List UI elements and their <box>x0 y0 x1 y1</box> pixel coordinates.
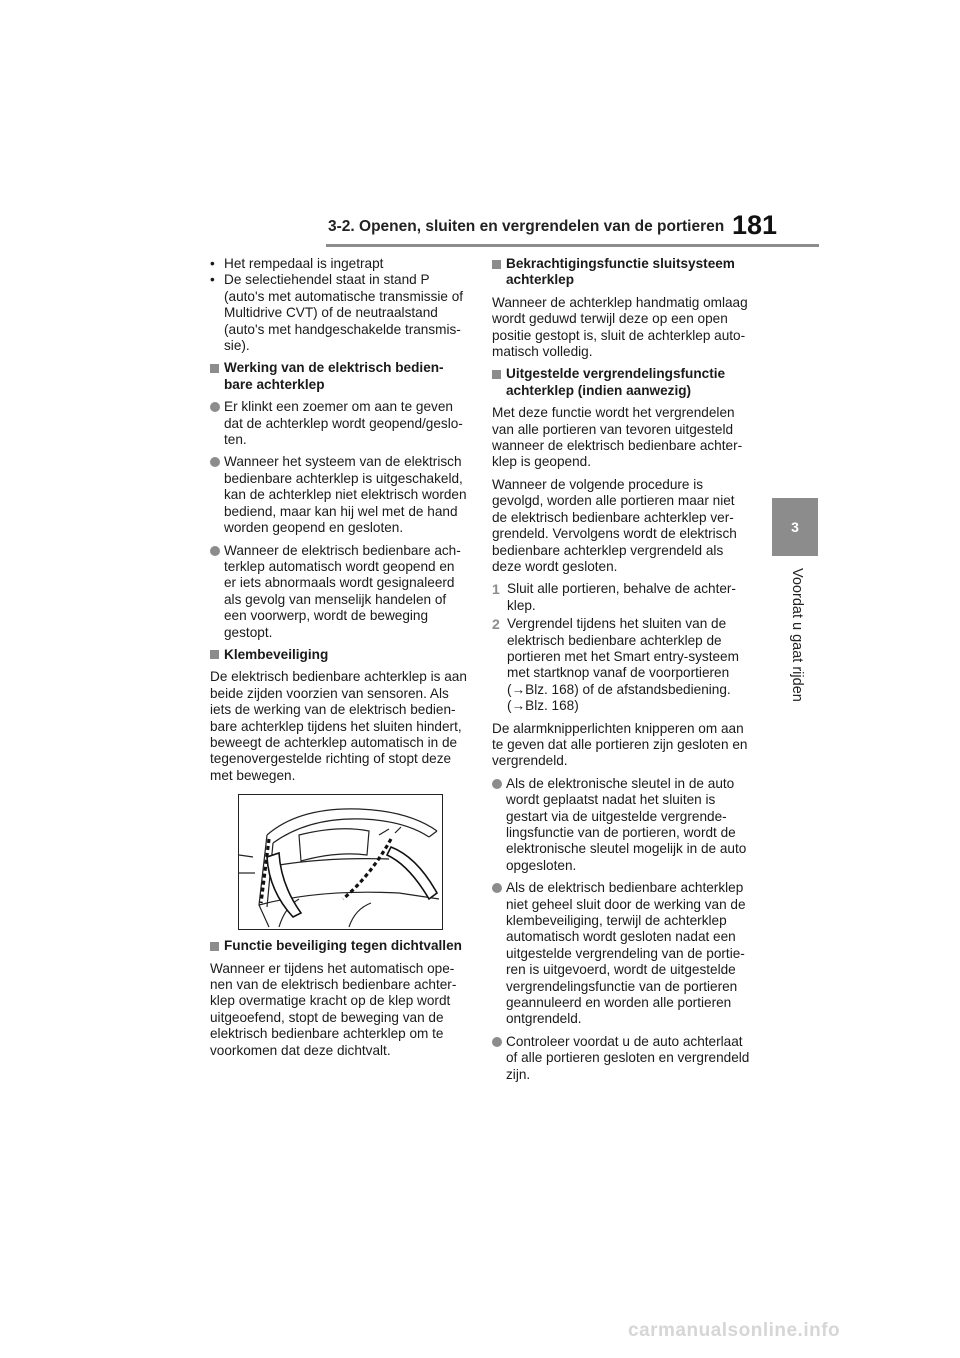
bullet-list <box>210 256 468 354</box>
tailgate-sensor-icon <box>239 795 442 929</box>
square-bullet-icon <box>492 370 501 379</box>
section-title: 3-2. Openen, sluiten en vergrendelen van de portieren <box>328 218 725 235</box>
heading-text: Bekrachtigingsfunctie sluitsysteem achterklep <box>506 256 735 288</box>
circle-bullet-icon <box>492 883 502 893</box>
header-divider <box>326 244 819 247</box>
heading-text: Uitgestelde vergrendelingsfunctie achterklep (indien aanwezig) <box>506 366 726 398</box>
bullet-dot-icon: • <box>210 256 215 271</box>
list-item-text: Er klinkt een zoemer om aan te geven dat de achterklep wordt geopend/geslo-ten. <box>224 399 463 448</box>
circle-bullet-icon <box>492 1037 502 1047</box>
paragraph: Wanneer er tijdens het automatisch ope-nen van de elektrisch bedienbare achter-klep overmatige kracht op de klep wordt uitgeoefend, stopt de beweging van de elektrisch bedienbare achterklep om te voorkomen dat deze dichtvalt. <box>210 960 457 1058</box>
section-heading <box>210 938 468 954</box>
list-item <box>210 399 468 448</box>
step-text: Vergrendel tijdens het sluiten van de elektrisch bedienbare achterklep de portieren met het Smart entry-systeem met startknop vanaf de voorportieren (→Blz. 168) of de afstandsbediening. (→Blz. 168) <box>507 616 739 714</box>
circle-bullet-icon <box>492 779 502 789</box>
step-item <box>492 581 752 614</box>
paragraph: Wanneer de achterklep handmatig omlaag wordt geduwd terwijl deze op een open positie gestopt is, sluit de achterklep auto-matisch volledig. <box>492 294 748 360</box>
step-number: 1 <box>492 581 500 598</box>
section-heading <box>210 360 468 393</box>
list-item-text: De selectiehendel staat in stand P (auto's met automatische transmissie of Multidrive CVT) of de neutraalstand (auto's met handgeschakelde transmis-sie). <box>224 272 464 354</box>
step-text: Sluit alle portieren, behalve de achter-klep. <box>507 581 736 613</box>
list-item <box>492 776 752 874</box>
watermark: carmanualsonline.info <box>628 1320 841 1341</box>
tailgate-illustration <box>238 794 443 930</box>
list-item-text: Wanneer het systeem van de elektrisch bedienbare achterklep is uitgeschakeld, kan de achterklep niet elektrisch worden bediend, maar kan hij wel met de hand worden geopend en gesloten. <box>224 454 467 536</box>
list-item-text: Als de elektronische sleutel in de auto wordt geplaatst nadat het sluiten is gestart via de uitgestelde vergrende-lingsfunctie van de portieren, wordt de elektronische sleutel mogelijk in de auto opgesloten. <box>506 775 747 873</box>
list-item-text: Als de elektrisch bedienbare achterklep niet geheel sluit door de werking van de klembeveiliging, terwijl de achterklep automatisch wordt gesloten nadat een uitgestelde vergrendeling van de portie-ren is uitgevoerd, wordt de uitgestelde vergrendelingsfunctie van de portieren geannuleerd en worden alle portieren ontgrendeld. <box>506 880 746 1027</box>
list-item <box>210 272 468 354</box>
page-number: 181 <box>732 210 778 240</box>
circle-bullet-icon <box>210 546 220 556</box>
square-bullet-icon <box>210 364 219 373</box>
bullet-dot-icon: • <box>210 272 215 288</box>
list-item <box>492 1034 752 1083</box>
step-number: 2 <box>492 616 500 633</box>
list-item <box>210 454 468 536</box>
list-item-text: Het rempedaal is ingetrapt <box>224 256 384 271</box>
paragraph: De elektrisch bedienbare achterklep is aan beide zijden voorzien van sensoren. Als iets de werking van de elektrisch bedien-bare achterklep tijdens het sluiten hindert, beweegt de achterklep automatisch in de tegenovergestelde richting of stopt deze met bewegen. <box>210 669 467 783</box>
chapter-tab[interactable]: 3 <box>772 498 818 556</box>
square-bullet-icon <box>210 942 219 951</box>
paragraph: Wanneer de volgende procedure is gevolgd, worden alle portieren maar niet de elektrisch bedienbare achterklep ver-grendeld. Vervolgens wordt de elektrisch bedienbare achterklep vergrendeld als deze wordt gesloten. <box>492 476 737 574</box>
heading-text: Klembeveiliging <box>224 646 329 662</box>
paragraph: De alarmknipperlichten knipperen om aan te geven dat alle portieren zijn gesloten en vergrendeld. <box>492 720 748 769</box>
section-heading <box>210 647 468 663</box>
heading-text: Werking van de elektrisch bedien-bare achterklep <box>224 360 444 392</box>
heading-text: Functie beveiliging tegen dichtvallen <box>224 938 462 954</box>
section-heading <box>492 256 752 289</box>
step-item <box>492 616 752 714</box>
list-item-text: Wanneer de elektrisch bedienbare ach-terklep automatisch wordt geopend en er iets abnormaals wordt gesignaleerd als gevolg van menselijk handelen of een voorwerp, wordt de beweging gestopt. <box>224 542 461 640</box>
list-item <box>210 543 468 641</box>
list-item <box>492 880 752 1028</box>
circle-bullet-icon <box>210 402 220 412</box>
square-bullet-icon <box>210 650 219 659</box>
paragraph: Met deze functie wordt het vergrendelen van alle portieren van tevoren uitgesteld wanneer de elektrisch bedienbare achter-klep is geopend. <box>492 405 743 470</box>
section-heading <box>492 366 752 399</box>
right-column <box>492 256 752 1089</box>
list-item-text: Controleer voordat u de auto achterlaat of alle portieren gesloten en vergrendeld zijn. <box>506 1033 750 1082</box>
left-column <box>210 256 468 1065</box>
circle-bullet-icon <box>210 457 220 467</box>
chapter-label: Voordat u gaat rijden <box>789 568 805 702</box>
list-item <box>210 256 468 272</box>
square-bullet-icon <box>492 260 501 269</box>
